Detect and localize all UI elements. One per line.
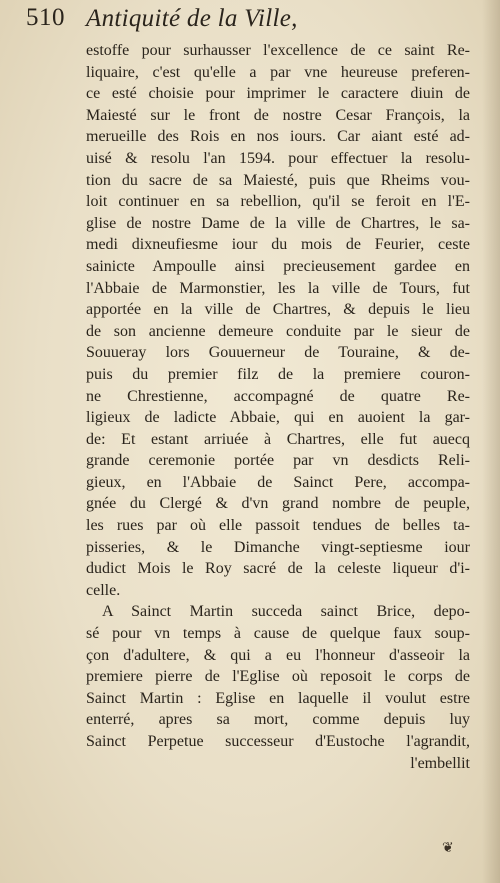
text-line: pisseries, & le Dimanche vingt-septiesme iour xyxy=(86,538,470,556)
page-edge-shadow xyxy=(482,0,500,883)
body-text xyxy=(86,40,470,774)
running-head xyxy=(26,4,470,38)
page-number: 510 xyxy=(26,4,65,31)
text-line: medi dixneufiesme iour du mois de Feurier, ceste xyxy=(86,236,470,254)
text-line: de: Et estant arriuée à Chartres, elle fut auecq xyxy=(86,430,470,448)
text-line: ne Chrestienne, accompagné de quatre Re- xyxy=(86,387,470,405)
text-line: çon d'adultere, & qui a eu l'honneur d'asseoir la xyxy=(86,646,470,664)
text-line: premiere pierre de l'Eglise où reposoit le corps de xyxy=(86,668,470,686)
text-line: gieux, en l'Abbaie de Sainct Pere, accompa- xyxy=(86,473,470,491)
ink-blot-icon: ❦ xyxy=(442,841,454,856)
text-line: l'Abbaie de Marmonstier, les la ville de Tours, fut xyxy=(86,279,470,297)
text-line: gnée du Clergé & d'vn grand nombre de peuple, xyxy=(86,495,470,513)
catchword: l'embellit xyxy=(410,754,470,772)
text-line: Sainct Martin : Eglise en laquelle il voulut estre xyxy=(86,689,470,707)
text-line: Maiesté sur le front de nostre Cesar François, la xyxy=(86,106,470,124)
text-line: puis du premier filz de la premiere couron- xyxy=(86,365,470,383)
text-line: A Sainct Martin succeda sainct Brice, depo- xyxy=(102,603,470,621)
text-line: Souueray lors Gouuerneur de Touraine, & de- xyxy=(86,344,470,362)
text-line: de son ancienne demeure conduite par le sieur de xyxy=(86,322,470,340)
text-line: apportée en la ville de Chartres, & depuis le lieu xyxy=(86,301,470,319)
text-line: celle. xyxy=(86,581,121,599)
text-line: merueille des Rois en nos iours. Car aiant esté ad- xyxy=(86,128,470,146)
text-line: liquaire, c'est qu'elle a par vne heureuse preferen- xyxy=(86,63,470,81)
text-line: dudict Mois le Roy sacré de la celeste liqueur d'i- xyxy=(86,560,470,578)
text-line: glise de nostre Dame de la ville de Chartres, le sa- xyxy=(86,214,470,232)
text-line: estoffe pour surhausser l'excellence de ce saint Re- xyxy=(86,42,470,59)
text-line: grande ceremonie portée par vn desdicts Reli- xyxy=(86,452,470,470)
text-line: sainicte Ampoulle ainsi precieusement gardee en xyxy=(86,257,470,275)
text-line: sé pour vn temps à cause de quelque faux soup- xyxy=(86,625,470,643)
text-line: enterré, apres sa mort, comme depuis luy xyxy=(86,711,470,729)
text-line: Sainct Perpetue successeur d'Eustoche l'agrandit, xyxy=(86,733,470,750)
text-line: ce esté choisie pour imprimer le caractere diuin de xyxy=(86,85,470,103)
text-line: loit continuer en sa rebellion, qu'il se feroit en l'E- xyxy=(86,193,470,211)
text-line: uisé & resolu l'an 1594. pour effectuer la resolu- xyxy=(86,149,470,167)
text-line: tion du sacre de sa Maiesté, puis que Rheims vou- xyxy=(86,171,470,189)
text-line: les rues par où elle passoit tendues de belles ta- xyxy=(86,517,470,535)
text-line: ligieux de ladicte Abbaie, qui en auoient la gar- xyxy=(86,409,470,427)
running-title: Antiquité de la Ville, xyxy=(86,5,298,32)
